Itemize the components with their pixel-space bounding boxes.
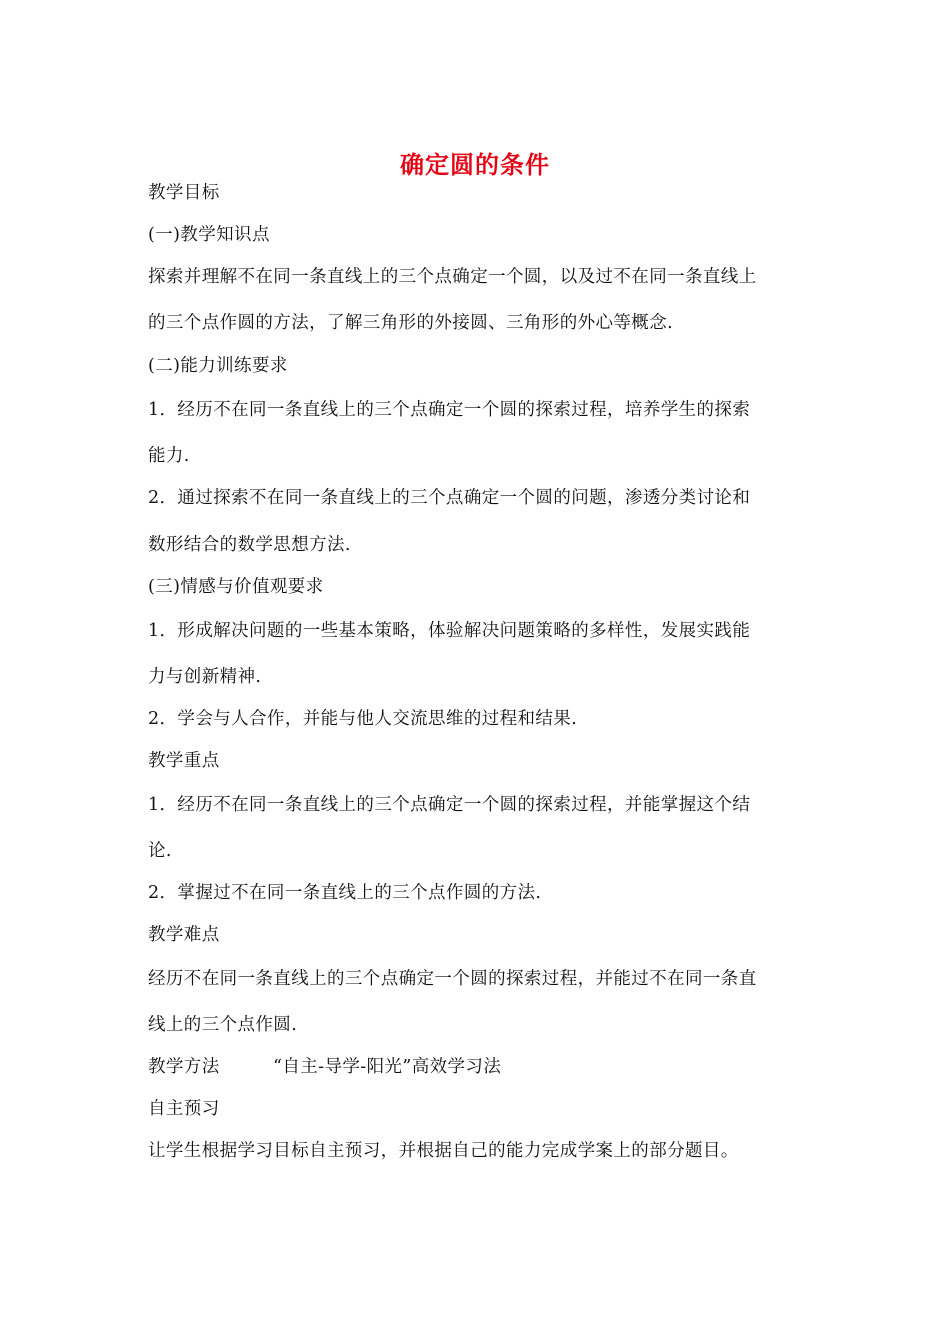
paragraph-line: 2．通过探索不在同一条直线上的三个点确定一个圆的问题，渗透分类讨论和 [148, 488, 751, 508]
teaching-method-value: “自主-导学-阳光”高效学习法 [273, 1057, 502, 1077]
section-heading-preview: 自主预习 [148, 1099, 220, 1119]
teaching-method-label: 教学方法 [148, 1057, 220, 1077]
paragraph-line: 经历不在同一条直线上的三个点确定一个圆的探索过程，并能过不在同一条直 [148, 969, 757, 989]
paragraph-line: 1．经历不在同一条直线上的三个点确定一个圆的探索过程，培养学生的探索 [148, 400, 751, 420]
paragraph-line: 探索并理解不在同一条直线上的三个点确定一个圆，以及过不在同一条直线上 [148, 267, 757, 287]
section-heading-key-points: 教学重点 [148, 751, 220, 771]
paragraph-line: 的三个点作圆的方法，了解三角形的外接圆、三角形的外心等概念. [148, 313, 674, 333]
paragraph-line: 力与创新精神. [148, 667, 262, 687]
paragraph-line: 2．学会与人合作，并能与他人交流思维的过程和结果. [148, 709, 578, 729]
paragraph-line: 数形结合的数学思想方法. [148, 535, 351, 555]
section-heading-difficulties: 教学难点 [148, 925, 220, 945]
teaching-method-row [148, 1054, 808, 1080]
page-title: 确定圆的条件 [400, 151, 550, 179]
paragraph-line: 1．形成解决问题的一些基本策略，体验解决问题策略的多样性，发展实践能 [148, 621, 751, 641]
subheading-ability: (二)能力训练要求 [148, 356, 288, 376]
paragraph-line: 论. [148, 841, 172, 861]
paragraph-line: 能力. [148, 446, 190, 466]
subheading-values: (三)情感与价值观要求 [148, 577, 324, 597]
section-heading-objectives: 教学目标 [148, 183, 220, 203]
paragraph-line: 线上的三个点作圆. [148, 1015, 298, 1035]
paragraph-line: 1．经历不在同一条直线上的三个点确定一个圆的探索过程，并能掌握这个结 [148, 795, 751, 815]
preview-paragraph: 让学生根据学习目标自主预习，并根据自己的能力完成学案上的部分题目。 [148, 1141, 739, 1161]
subheading-knowledge: (一)教学知识点 [148, 225, 270, 245]
paragraph-line: 2．掌握过不在同一条直线上的三个点作圆的方法. [148, 883, 542, 903]
